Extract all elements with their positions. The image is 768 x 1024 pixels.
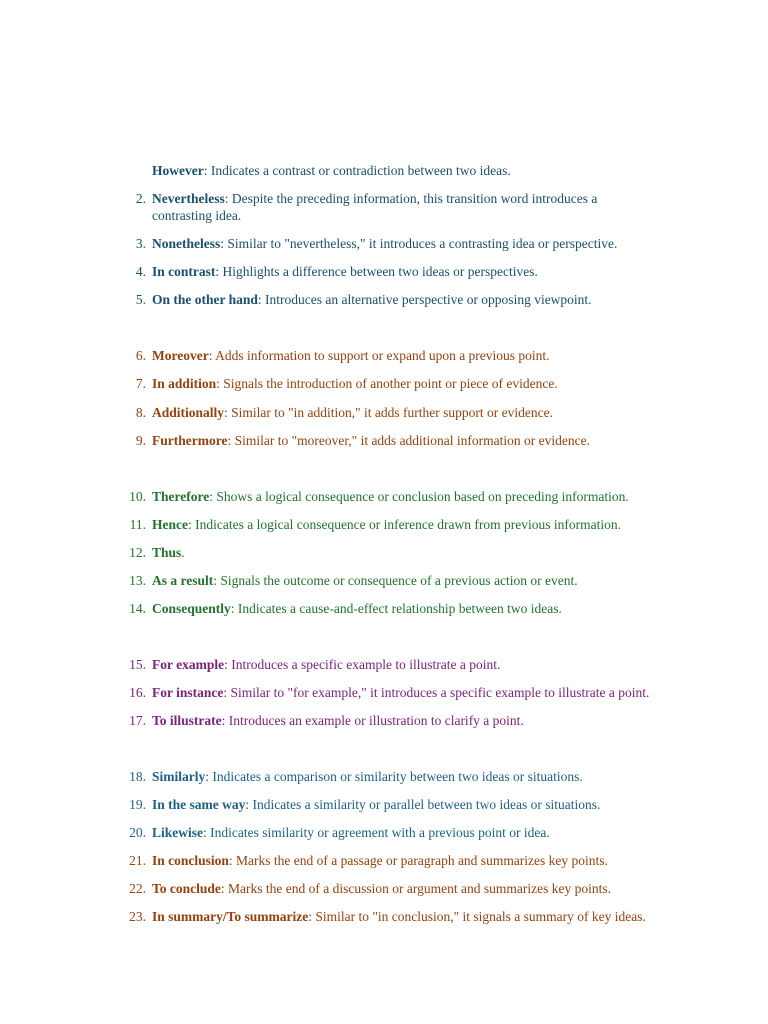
item-description: : Signals the outcome or consequence of a previous action or event. [213,573,578,588]
item-term: In summary/To summarize [152,909,309,924]
item-text [152,404,682,421]
item-text [152,824,682,841]
item-text [152,375,682,392]
item-number: 15. [129,657,146,672]
item-term: Moreover [152,348,209,363]
item-text [152,852,682,869]
item-text [152,190,622,224]
item-term: For example [152,657,225,672]
item-description: : Similar to "nevertheless," it introduces a contrasting idea or perspective. [220,236,618,251]
item-term: However [152,163,204,178]
item-description: : Marks the end of a passage or paragraph and summarizes key points. [228,853,608,868]
item-term: Furthermore [152,433,228,448]
item-text [152,263,682,280]
item-text [152,516,682,533]
item-text [152,908,682,925]
item-number: 8. [135,405,146,420]
item-number: 9. [135,433,146,448]
item-term: Nevertheless [152,191,225,206]
item-term: Therefore [152,489,210,504]
item-term: Additionally [152,405,225,420]
item-number: 14. [129,601,146,616]
item-text [152,162,682,179]
item-description: : Introduces a specific example to illustrate a point. [224,657,501,672]
item-text [152,544,682,561]
item-term: In the same way [152,797,246,812]
item-number: 12. [129,545,146,560]
item-text [152,600,682,617]
item-term: Thus [152,545,182,560]
item-description: : Similar to "for example," it introduces a specific example to illustrate a point. [223,685,650,700]
item-description: : Adds information to support or expand upon a previous point. [208,348,550,363]
item-description: : Indicates a cause-and-effect relationship between two ideas. [230,601,562,616]
item-number: 10. [129,489,146,504]
item-number: 23. [129,909,146,924]
item-text [152,235,682,252]
item-number: 6. [135,348,146,363]
item-description: : Introduces an example or illustration to clarify a point. [221,713,524,728]
item-description: : Indicates a comparison or similarity between two ideas or situations. [205,769,583,784]
item-number: 5. [135,292,146,307]
item-term: For instance [152,685,224,700]
item-description: : Despite the preceding information, this transition word introduces a contrasting idea. [152,191,598,223]
item-number: 17. [129,713,146,728]
item-text [152,572,682,589]
item-text [152,796,682,813]
item-description: : Indicates a similarity or parallel between two ideas or situations. [245,797,601,812]
item-text [152,684,682,701]
item-term: Nonetheless [152,236,221,251]
item-text [152,768,682,785]
item-number: 11. [129,517,146,532]
item-term: On the other hand [152,292,258,307]
item-term: As a result [152,573,214,588]
item-term: Consequently [152,601,231,616]
item-term: Likewise [152,825,204,840]
item-term: Hence [152,517,188,532]
item-description: : Signals the introduction of another point or piece of evidence. [216,376,558,391]
item-term: In contrast [152,264,216,279]
item-term: Similarly [152,769,206,784]
item-description: : Marks the end of a discussion or argument and summarizes key points. [220,881,611,896]
item-number: 18. [129,769,146,784]
item-number: 7. [135,376,146,391]
item-description: : Indicates a logical consequence or inference drawn from previous information. [188,517,621,532]
item-description: : Shows a logical consequence or conclusion based on preceding information. [209,489,629,504]
item-description: : Indicates similarity or agreement with a previous point or idea. [203,825,550,840]
item-number: 4. [135,264,146,279]
item-term: To conclude [152,881,221,896]
item-text [152,488,682,505]
item-number: 20. [129,825,146,840]
item-description: : Highlights a difference between two ideas or perspectives. [215,264,538,279]
item-text [152,712,682,729]
item-text [152,347,682,364]
item-number: 16. [129,685,146,700]
item-description: : Similar to "in addition," it adds further support or evidence. [224,405,553,420]
item-description: . [181,545,185,560]
item-description: : Similar to "moreover," it adds additional information or evidence. [227,433,591,448]
item-term: To illustrate [152,713,222,728]
item-text [152,880,682,897]
item-number: 3. [135,236,146,251]
item-description: : Indicates a contrast or contradiction between two ideas. [203,163,511,178]
item-text [152,291,682,308]
item-description: : Similar to "in conclusion," it signals a summary of key ideas. [308,909,646,924]
item-term: In conclusion [152,853,229,868]
item-text [152,432,682,449]
item-term: In addition [152,376,217,391]
item-number: 22. [129,881,146,896]
item-number: 21. [129,853,146,868]
item-description: : Introduces an alternative perspective or opposing viewpoint. [257,292,592,307]
item-text [152,656,682,673]
item-number: 19. [129,797,146,812]
item-number: 13. [129,573,146,588]
item-number: 2. [135,191,146,206]
